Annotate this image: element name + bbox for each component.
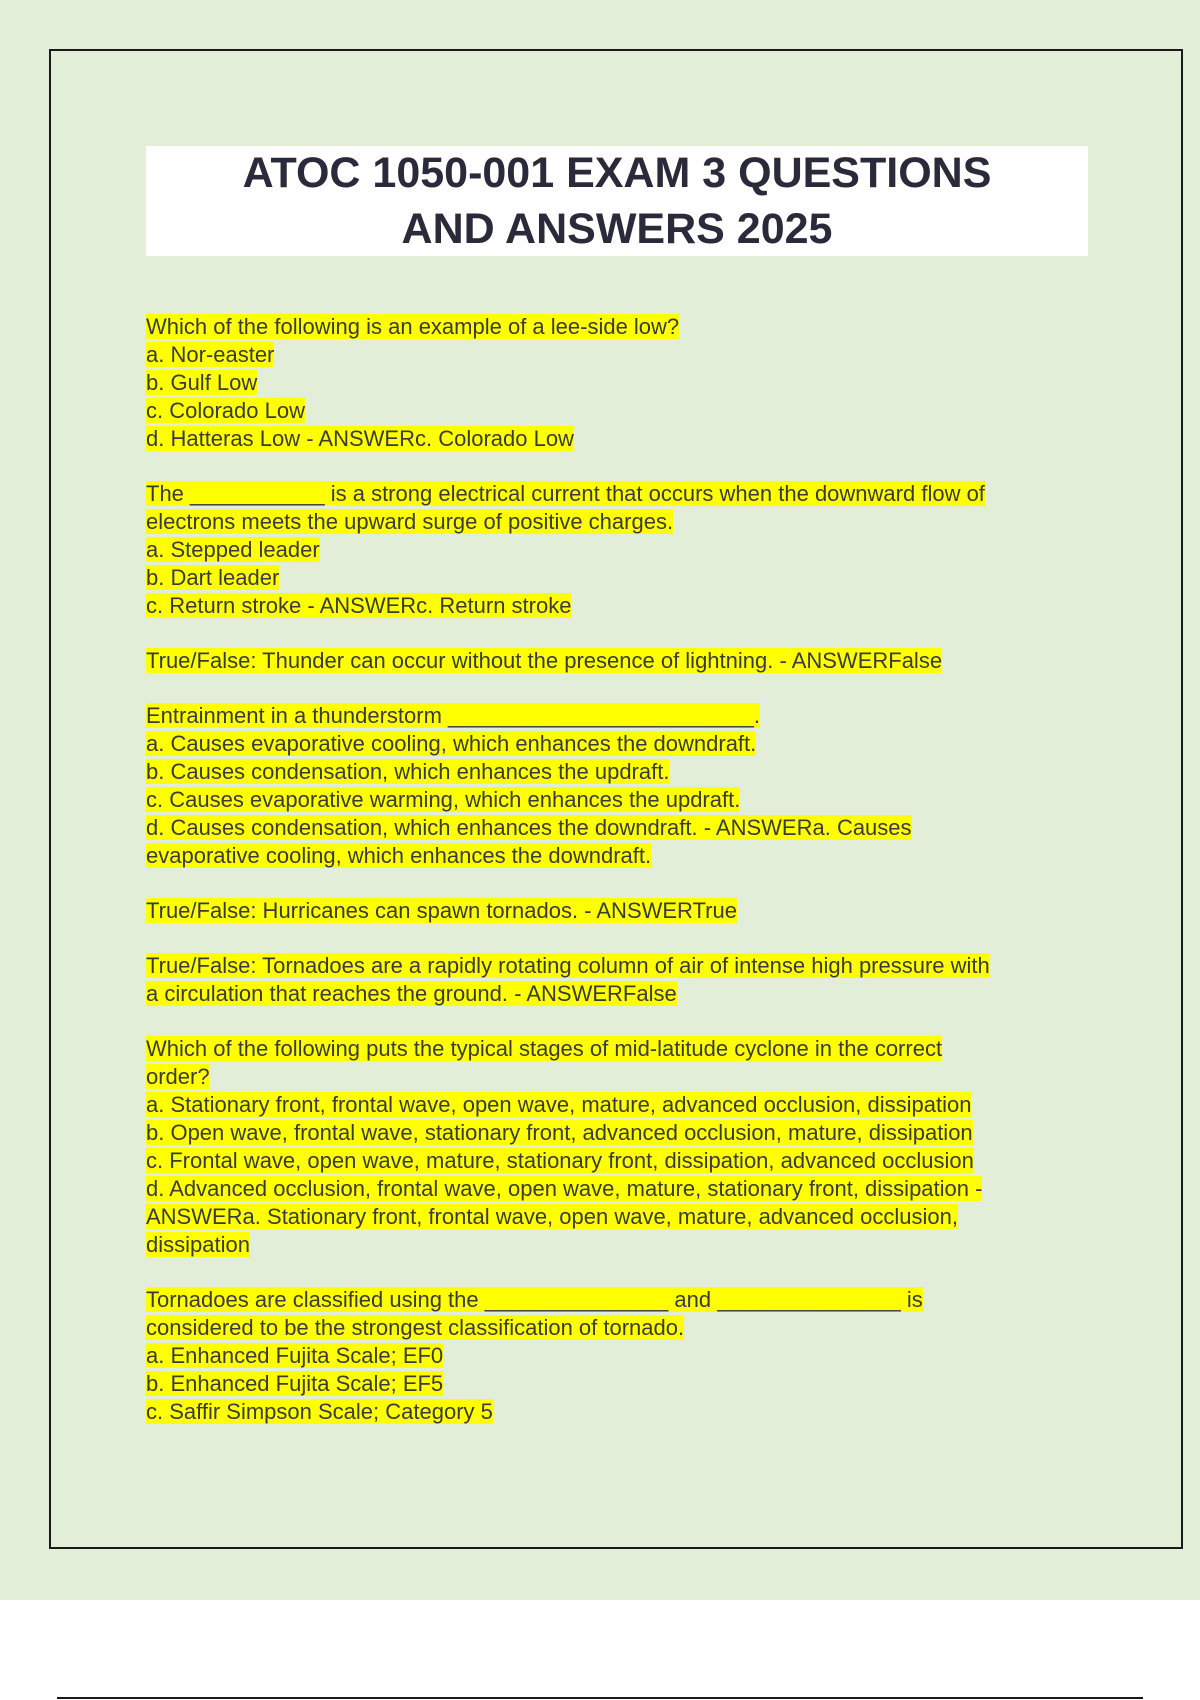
question-line — [146, 536, 1081, 564]
question-text — [146, 313, 1081, 341]
highlighted-text: The ___________ is a strong electrical current that occurs when the downward flow of — [146, 481, 985, 506]
highlighted-text: a. Stepped leader — [146, 537, 320, 562]
question-line — [146, 814, 1081, 842]
highlighted-text: considered to be the strongest classification of tornado. — [146, 1315, 685, 1340]
question-line — [146, 341, 1081, 369]
highlighted-text: b. Gulf Low — [146, 370, 258, 395]
question-line — [146, 730, 1081, 758]
highlighted-text: Which of the following is an example of a lee-side low? — [146, 314, 680, 339]
highlighted-text: d. Causes condensation, which enhances the downdraft. - ANSWERa. Causes — [146, 815, 912, 840]
question-line — [146, 508, 1081, 536]
question-text — [146, 480, 1081, 508]
question-line — [146, 1398, 1081, 1426]
highlighted-text: c. Causes evaporative warming, which enhances the updraft. — [146, 787, 741, 812]
highlighted-text: ANSWERa. Stationary front, frontal wave, open wave, mature, advanced occlusion, — [146, 1204, 958, 1229]
highlighted-text: c. Return stroke - ANSWERc. Return stroke — [146, 593, 572, 618]
question-line — [146, 1147, 1081, 1175]
highlighted-text: c. Saffir Simpson Scale; Category 5 — [146, 1399, 493, 1424]
question-block — [146, 1035, 1081, 1259]
question-block — [146, 647, 1081, 675]
highlighted-text: b. Causes condensation, which enhances the updraft. — [146, 759, 670, 784]
question-text — [146, 1286, 1081, 1314]
highlighted-text: c. Frontal wave, open wave, mature, stationary front, dissipation, advanced occlusion — [146, 1148, 974, 1173]
question-line — [146, 369, 1081, 397]
highlighted-text: evaporative cooling, which enhances the downdraft. — [146, 843, 652, 868]
title-line: AND ANSWERS 2025 — [401, 205, 833, 253]
question-line — [146, 980, 1081, 1008]
question-line — [146, 1091, 1081, 1119]
question-block — [146, 480, 1081, 620]
question-line — [146, 1203, 1081, 1231]
question-line — [146, 397, 1081, 425]
question-line — [146, 1314, 1081, 1342]
highlighted-text: a. Causes evaporative cooling, which enhances the downdraft. — [146, 731, 757, 756]
title-box — [146, 146, 1088, 256]
question-line — [146, 1370, 1081, 1398]
highlighted-text: Tornadoes are classified using the _______________ and _______________ is — [146, 1287, 923, 1312]
highlighted-text: b. Open wave, frontal wave, stationary front, advanced occlusion, mature, dissipation — [146, 1120, 973, 1145]
question-text — [146, 952, 1081, 980]
question-line — [146, 1231, 1081, 1259]
question-line — [146, 425, 1081, 453]
highlighted-text: d. Advanced occlusion, frontal wave, open wave, mature, stationary front, dissipation - — [146, 1176, 983, 1201]
highlighted-text: Entrainment in a thunderstorm _________________________. — [146, 703, 761, 728]
question-text — [146, 897, 1081, 925]
question-line — [146, 786, 1081, 814]
question-line — [146, 592, 1081, 620]
question-line — [146, 842, 1081, 870]
highlighted-text: a. Enhanced Fujita Scale; EF0 — [146, 1343, 444, 1368]
highlighted-text: Which of the following puts the typical stages of mid-latitude cyclone in the correct — [146, 1036, 943, 1061]
question-block — [146, 313, 1081, 453]
question-block — [146, 952, 1081, 1008]
highlighted-text: c. Colorado Low — [146, 398, 305, 423]
title-line: ATOC 1050-001 EXAM 3 QUESTIONS — [242, 149, 992, 197]
question-text — [146, 702, 1081, 730]
document-title — [243, 145, 992, 257]
question-line — [146, 1119, 1081, 1147]
question-block — [146, 897, 1081, 925]
question-line — [146, 1175, 1081, 1203]
question-line — [146, 564, 1081, 592]
question-block — [146, 1286, 1081, 1426]
highlighted-text: order? — [146, 1064, 210, 1089]
question-line — [146, 1063, 1081, 1091]
highlighted-text: electrons meets the upward surge of positive charges. — [146, 509, 674, 534]
question-line — [146, 1342, 1081, 1370]
highlighted-text: True/False: Hurricanes can spawn tornados. - ANSWERTrue — [146, 898, 737, 923]
highlighted-text: True/False: Tornadoes are a rapidly rotating column of air of intense high pressure with — [146, 953, 990, 978]
question-text — [146, 647, 1081, 675]
footer-rule — [57, 1697, 1143, 1699]
highlighted-text: dissipation — [146, 1232, 250, 1257]
highlighted-text: d. Hatteras Low - ANSWERc. Colorado Low — [146, 426, 574, 451]
highlighted-text: b. Enhanced Fujita Scale; EF5 — [146, 1371, 444, 1396]
highlighted-text: a. Stationary front, frontal wave, open wave, mature, advanced occlusion, dissipation — [146, 1092, 972, 1117]
highlighted-text: b. Dart leader — [146, 565, 280, 590]
question-line — [146, 758, 1081, 786]
question-text — [146, 1035, 1081, 1063]
highlighted-text: a. Nor-easter — [146, 342, 275, 367]
question-list — [146, 313, 1081, 1453]
question-block — [146, 702, 1081, 870]
highlighted-text: a circulation that reaches the ground. - ANSWERFalse — [146, 981, 677, 1006]
highlighted-text: True/False: Thunder can occur without the presence of lightning. - ANSWERFalse — [146, 648, 943, 673]
